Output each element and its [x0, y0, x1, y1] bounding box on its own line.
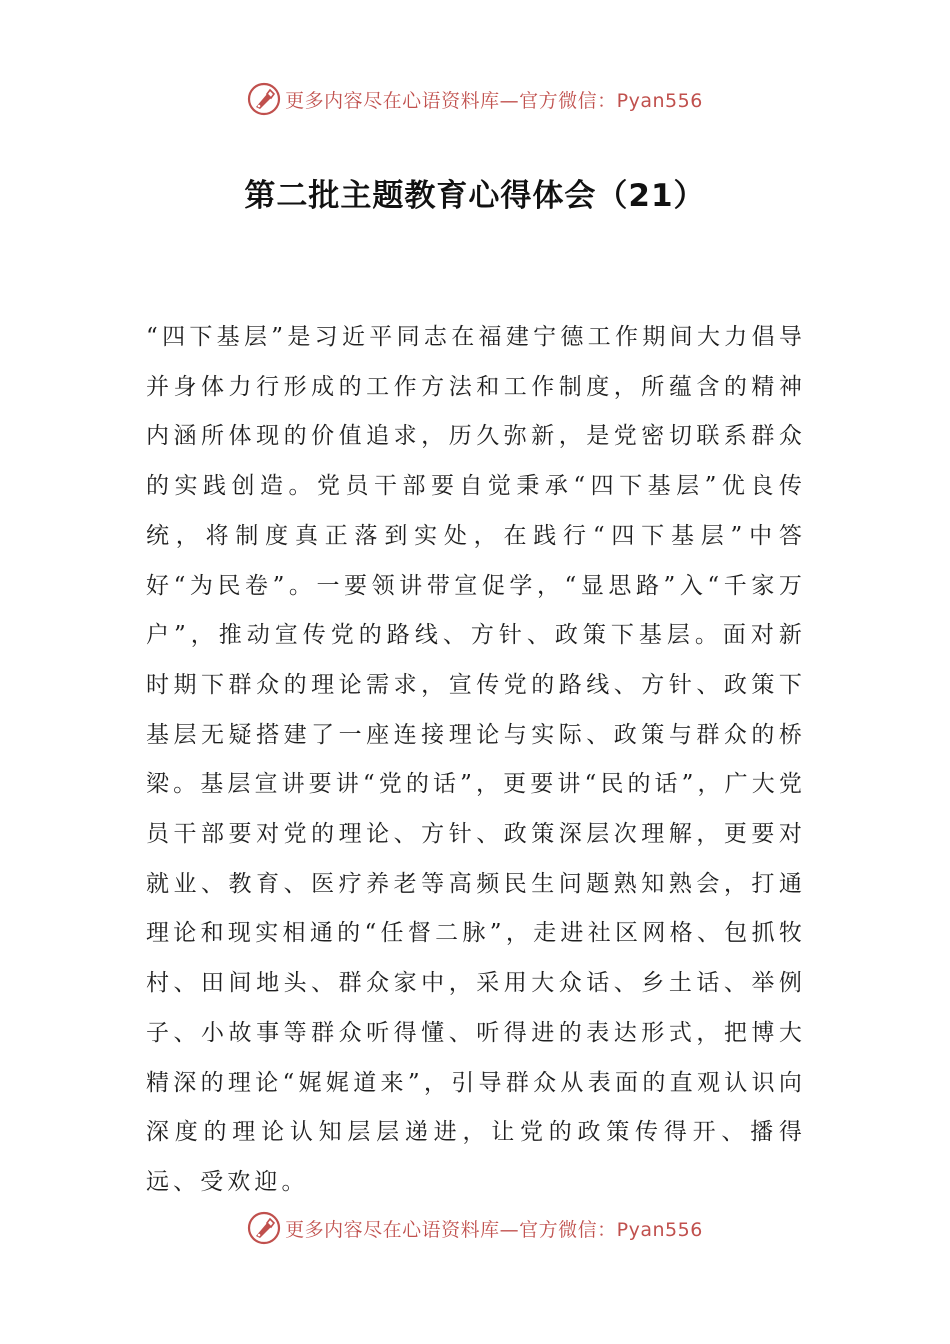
header-banner	[0, 82, 950, 116]
document-title: 第二批主题教育心得体会（21）	[244, 178, 706, 214]
body-paragraph: “四下基层”是习近平同志在福建宁德工作期间大力倡导并身体力行形成的工作方法和工作制度，所蕴含的精神内涵所体现的价值追求，历久弥新，是党密切联系群众的实践创造。党员干部要自觉秉承“四下基层”优良传统，将制度真正落到实处，在践行“四下基层”中答好“为民卷”。一要领讲带宣促学，“显思路”入“千家万户”，推动宣传党的路线、方针、政策下基层。面对新时期下群众的理论需求，宣传党的路线、方针、政策下基层无疑搭建了一座连接理论与实际、政策与群众的桥梁。基层宣讲要讲“党的话”，更要讲“民的话”，广大党员干部要对党的理论、方针、政策深层次理解，更要对就业、教育、医疗养老等高频民生问题熟知熟会，打通理论和现实相通的“任督二脉”，走进社区网格、包抓牧村、田间地头、群众家中，采用大众话、乡土话、举例子、小故事等群众听得懂、听得进的表达形式，把博大精深的理论“娓娓道来”，引导群众从表面的直观认识向深度的理论认知层层递进，让党的政策传得开、播得远、受欢迎。	[146, 324, 806, 1195]
pen-nib-logo-icon	[247, 82, 281, 116]
header-banner-text: 更多内容尽在心语资料库—官方微信：Pyan556	[285, 89, 703, 112]
footer-banner	[0, 1211, 950, 1245]
footer-banner-text: 更多内容尽在心语资料库—官方微信：Pyan556	[285, 1218, 703, 1241]
pen-nib-logo-icon	[247, 1211, 281, 1245]
